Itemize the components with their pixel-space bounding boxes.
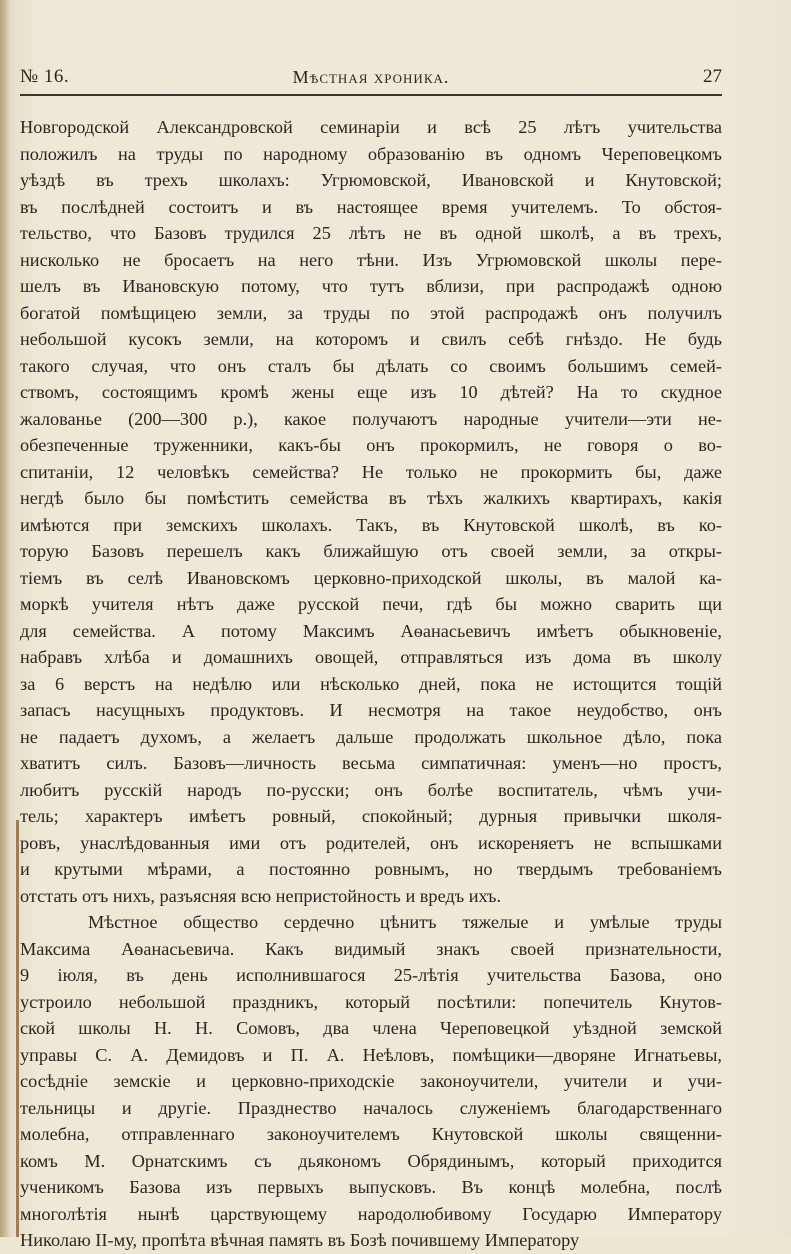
text-line: положилъ на труды по народному образованію въ одномъ Череповецкомъ xyxy=(20,143,722,164)
text-line: въ послѣдней состоитъ и въ настоящее время учителемъ. То обстоя- xyxy=(20,196,722,217)
running-header xyxy=(20,66,722,96)
text-line: уѣздѣ въ трехъ школахъ: Угрюмовской, Ивановской и Кнутовской; xyxy=(20,170,722,190)
text-line: тельство, что Базовъ трудился 25 лѣтъ не въ одной школѣ, а въ трехъ, xyxy=(20,223,722,243)
text-line: тельницы и другіе. Празднество началось служеніемъ благодарственнаго xyxy=(20,1097,722,1118)
text-line: хватитъ силъ. Базовъ—личность весьма симпатичная: уменъ—но простъ, xyxy=(20,753,722,773)
binding-edge-line xyxy=(16,820,19,1237)
text-line: Мѣстное общество сердечно цѣнитъ тяжелые и умѣлые труды xyxy=(88,912,722,932)
text-line: спитаніи, 12 человѣкъ семейства? Не только не прокормить бы, даже xyxy=(20,461,722,482)
text-line: 9 іюля, въ день исполнившагося 25-лѣтія учительства Базова, оно xyxy=(20,965,722,985)
article-body xyxy=(20,114,722,1254)
text-line: жалованье (200—300 р.), какое получаютъ народные учители—эти не- xyxy=(20,408,722,429)
text-line: Николаю II-му, пропѣта вѣчная память въ Бозѣ почившему Императору xyxy=(20,1230,580,1250)
text-line: ученикомъ Базова изъ первыхъ выпусковъ. Въ концѣ молебна, послѣ xyxy=(20,1177,722,1197)
text-line: обезпеченные труженники, какъ-бы онъ прокормилъ, не говоря о во- xyxy=(20,435,722,455)
text-line: нисколько не бросаетъ на него тѣни. Изъ Угрюмовской школы пере- xyxy=(20,249,722,270)
header-rule xyxy=(20,94,722,96)
section-title: Мѣстная хроника. xyxy=(292,67,450,87)
text-line: ствомъ, состоящимъ кромѣ жены еще изъ 10 дѣтей? На то скудное xyxy=(20,382,722,402)
text-line: любитъ русскій народъ по-русски; онъ болѣе воспитатель, чѣмъ учи- xyxy=(20,779,722,800)
text-line: запасъ насущныхъ продуктовъ. И несмотря на такое неудобство, онъ xyxy=(20,700,722,720)
binding-edge-shadow xyxy=(0,0,10,1237)
text-line: ровъ, унаслѣдованныя ими отъ родителей, онъ искореняетъ не вспышками xyxy=(20,832,722,853)
text-line: тіемъ въ селѣ Ивановскомъ церковно-приходской школы, въ малой ка- xyxy=(20,567,722,588)
text-line: ской школы Н. Н. Сомовъ, два члена Череповецкой уѣздной земской xyxy=(20,1018,722,1038)
text-line: комъ М. Орнатскимъ съ дьякономъ Обрядинымъ, который приходится xyxy=(20,1150,722,1171)
text-line: набравъ хлѣба и домашнихъ овощей, отправляться изъ дома въ школу xyxy=(20,647,722,667)
text-line: шелъ въ Ивановскую потому, что тутъ вблизи, при распродажѣ одною xyxy=(20,276,722,296)
text-line: Максима Аѳанасьевича. Какъ видимый знакъ своей признательности, xyxy=(20,938,722,959)
text-line: для семейства. А потому Максимъ Аѳанасьевичъ имѣетъ обыкновеніе, xyxy=(20,620,722,641)
page-number: 27 xyxy=(703,66,722,87)
text-line: молебна, отправленнаго законоучителемъ Кнутовской школы священни- xyxy=(20,1124,722,1144)
text-line: богатой помѣщицею земли, за труды по этой распродажѣ онъ получилъ xyxy=(20,302,722,323)
text-line: небольшой кусокъ земли, на которомъ и свилъ себѣ гнѣздо. Не будь xyxy=(20,329,722,349)
text-line: имѣются при земскихъ школахъ. Такъ, въ Кнутовской школѣ, въ ко- xyxy=(20,514,722,535)
text-line: торую Базовъ перешелъ какъ ближайшую отъ своей земли, за откры- xyxy=(20,541,722,561)
text-line: Новгородской Александровской семинаріи и всѣ 25 лѣтъ учительства xyxy=(20,117,722,137)
text-line: устроило небольшой праздникъ, который посѣтили: попечитель Кнутов- xyxy=(20,991,722,1012)
text-line: моркѣ учителя нѣтъ даже русской печи, гдѣ бы можно сварить щи xyxy=(20,594,722,614)
text-line: управы С. А. Демидовъ и П. А. Неѣловъ, помѣщики—дворяне Игнатьевы, xyxy=(20,1044,722,1065)
text-line: сосѣдніе земскіе и церковно-приходскіе законоучители, учители и учи- xyxy=(20,1071,722,1091)
issue-number: № 16. xyxy=(20,66,70,87)
text-line: негдѣ было бы помѣстить семейства въ тѣхъ жалкихъ квартирахъ, какія xyxy=(20,488,722,508)
text-line: отстать отъ нихъ, разъясняя всю непристойность и вредъ ихъ. xyxy=(20,885,502,906)
text-line: не падаетъ духомъ, а желаетъ дальше продолжать школьное дѣло, пока xyxy=(20,726,722,747)
text-line: многолѣтія нынѣ царствующему народолюбивому Государю Императору xyxy=(20,1203,722,1224)
text-line: и крутыми мѣрами, а постоянно ровнымъ, но твердымъ требованіемъ xyxy=(20,859,722,879)
text-line: такого случая, что онъ сталъ бы дѣлать со своимъ большимъ семей- xyxy=(20,355,722,376)
text-line: тель; характеръ имѣетъ ровный, спокойный; дурныя привычки школя- xyxy=(20,806,722,826)
text-line: за 6 верстъ на недѣлю или нѣсколько дней, пока не истощится тощій xyxy=(20,673,722,694)
